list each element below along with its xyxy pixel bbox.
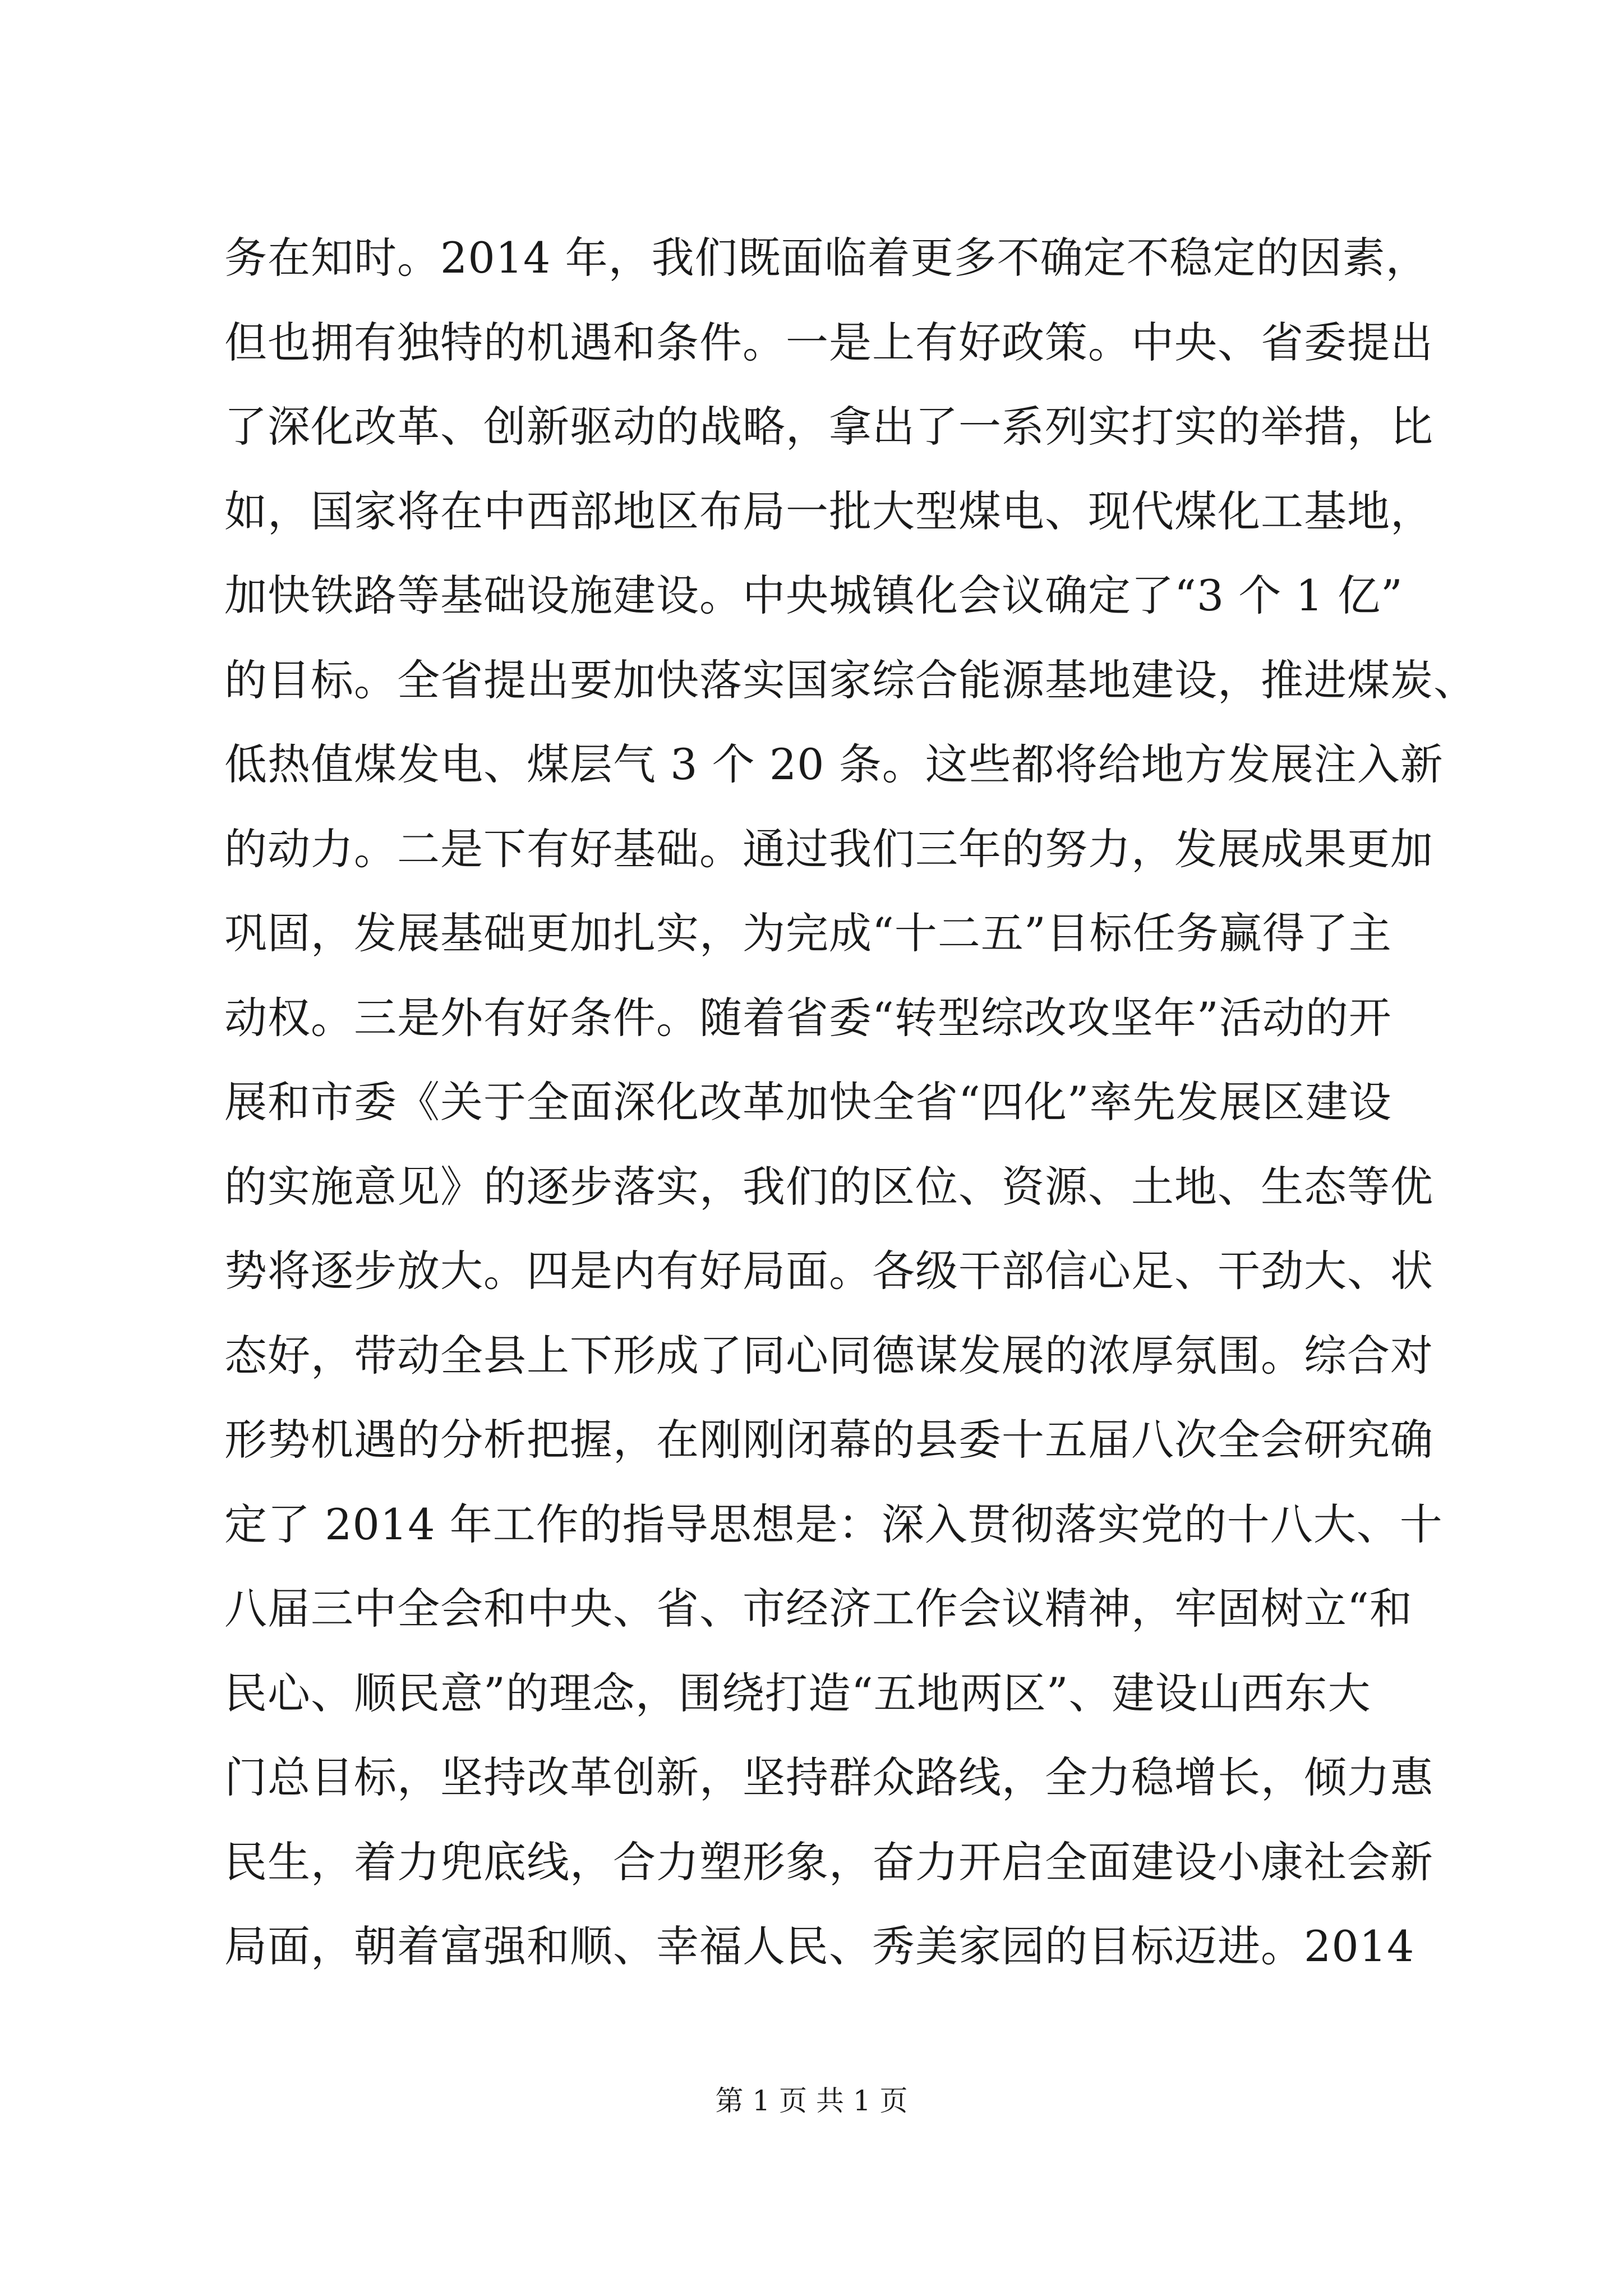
- text-line: 态好，带动全县上下形成了同心同德谋发展的浓厚氛围。综合对: [224, 1330, 1433, 1381]
- text-line: 但也拥有独特的机遇和条件。一是上有好政策。中央、省委提出: [224, 317, 1433, 367]
- text-line: 形势机遇的分析把握，在刚刚闭幕的县委十五届八次全会研究确: [224, 1415, 1433, 1465]
- text-line: 门总目标，坚持改革创新，坚持群众路线，全力稳增长，倾力惠: [224, 1752, 1433, 1802]
- text-line: 的目标。全省提出要加快落实国家综合能源基地建设，推进煤炭、: [224, 655, 1477, 705]
- text-line: 动权。三是外有好条件。随着省委“转型综改攻坚年”活动的开: [224, 992, 1392, 1043]
- text-line: 势将逐步放大。四是内有好局面。各级干部信心足、干劲大、状: [224, 1246, 1433, 1296]
- text-line: 民生，着力兜底线，合力塑形象，奋力开启全面建设小康社会新: [224, 1837, 1433, 1887]
- text-line: 八届三中全会和中央、省、市经济工作会议精神，牢固树立“和: [224, 1584, 1413, 1634]
- text-line: 的实施意见》的逐步落实，我们的区位、资源、土地、生态等优: [224, 1161, 1433, 1212]
- text-line: 务在知时。2014 年，我们既面临着更多不确定不稳定的因素，: [224, 233, 1429, 283]
- text-line: 如，国家将在中西部地区布局一批大型煤电、现代煤化工基地，: [224, 486, 1433, 536]
- text-line: 的动力。二是下有好基础。通过我们三年的努力，发展成果更加: [224, 823, 1433, 874]
- body-text: [224, 216, 1477, 1989]
- text-line: 巩固，发展基础更加扎实，为完成“十二五”目标任务赢得了主: [224, 908, 1392, 958]
- page-footer: [0, 2081, 1623, 2120]
- text-line: 了深化改革、创新驱动的战略，拿出了一系列实打实的举措，比: [224, 402, 1433, 452]
- text-line: 局面，朝着富强和顺、幸福人民、秀美家园的目标迈进。2014: [224, 1921, 1415, 1971]
- text-line: 低热值煤发电、煤层气 3 个 20 条。这些都将给地方发展注入新: [224, 739, 1444, 789]
- page-number-label: 第 1 页 共 1 页: [715, 2085, 908, 2117]
- text-line: 民心、顺民意”的理念，围绕打造“五地两区”、建设山西东大: [224, 1668, 1371, 1718]
- text-line: 展和市委《关于全面深化改革加快全省“四化”率先发展区建设: [224, 1077, 1392, 1127]
- text-line: 加快铁路等基础设施建设。中央城镇化会议确定了“3 个 1 亿”: [224, 570, 1403, 620]
- text-line: 定了 2014 年工作的指导思想是：深入贯彻落实党的十八大、十: [224, 1499, 1443, 1549]
